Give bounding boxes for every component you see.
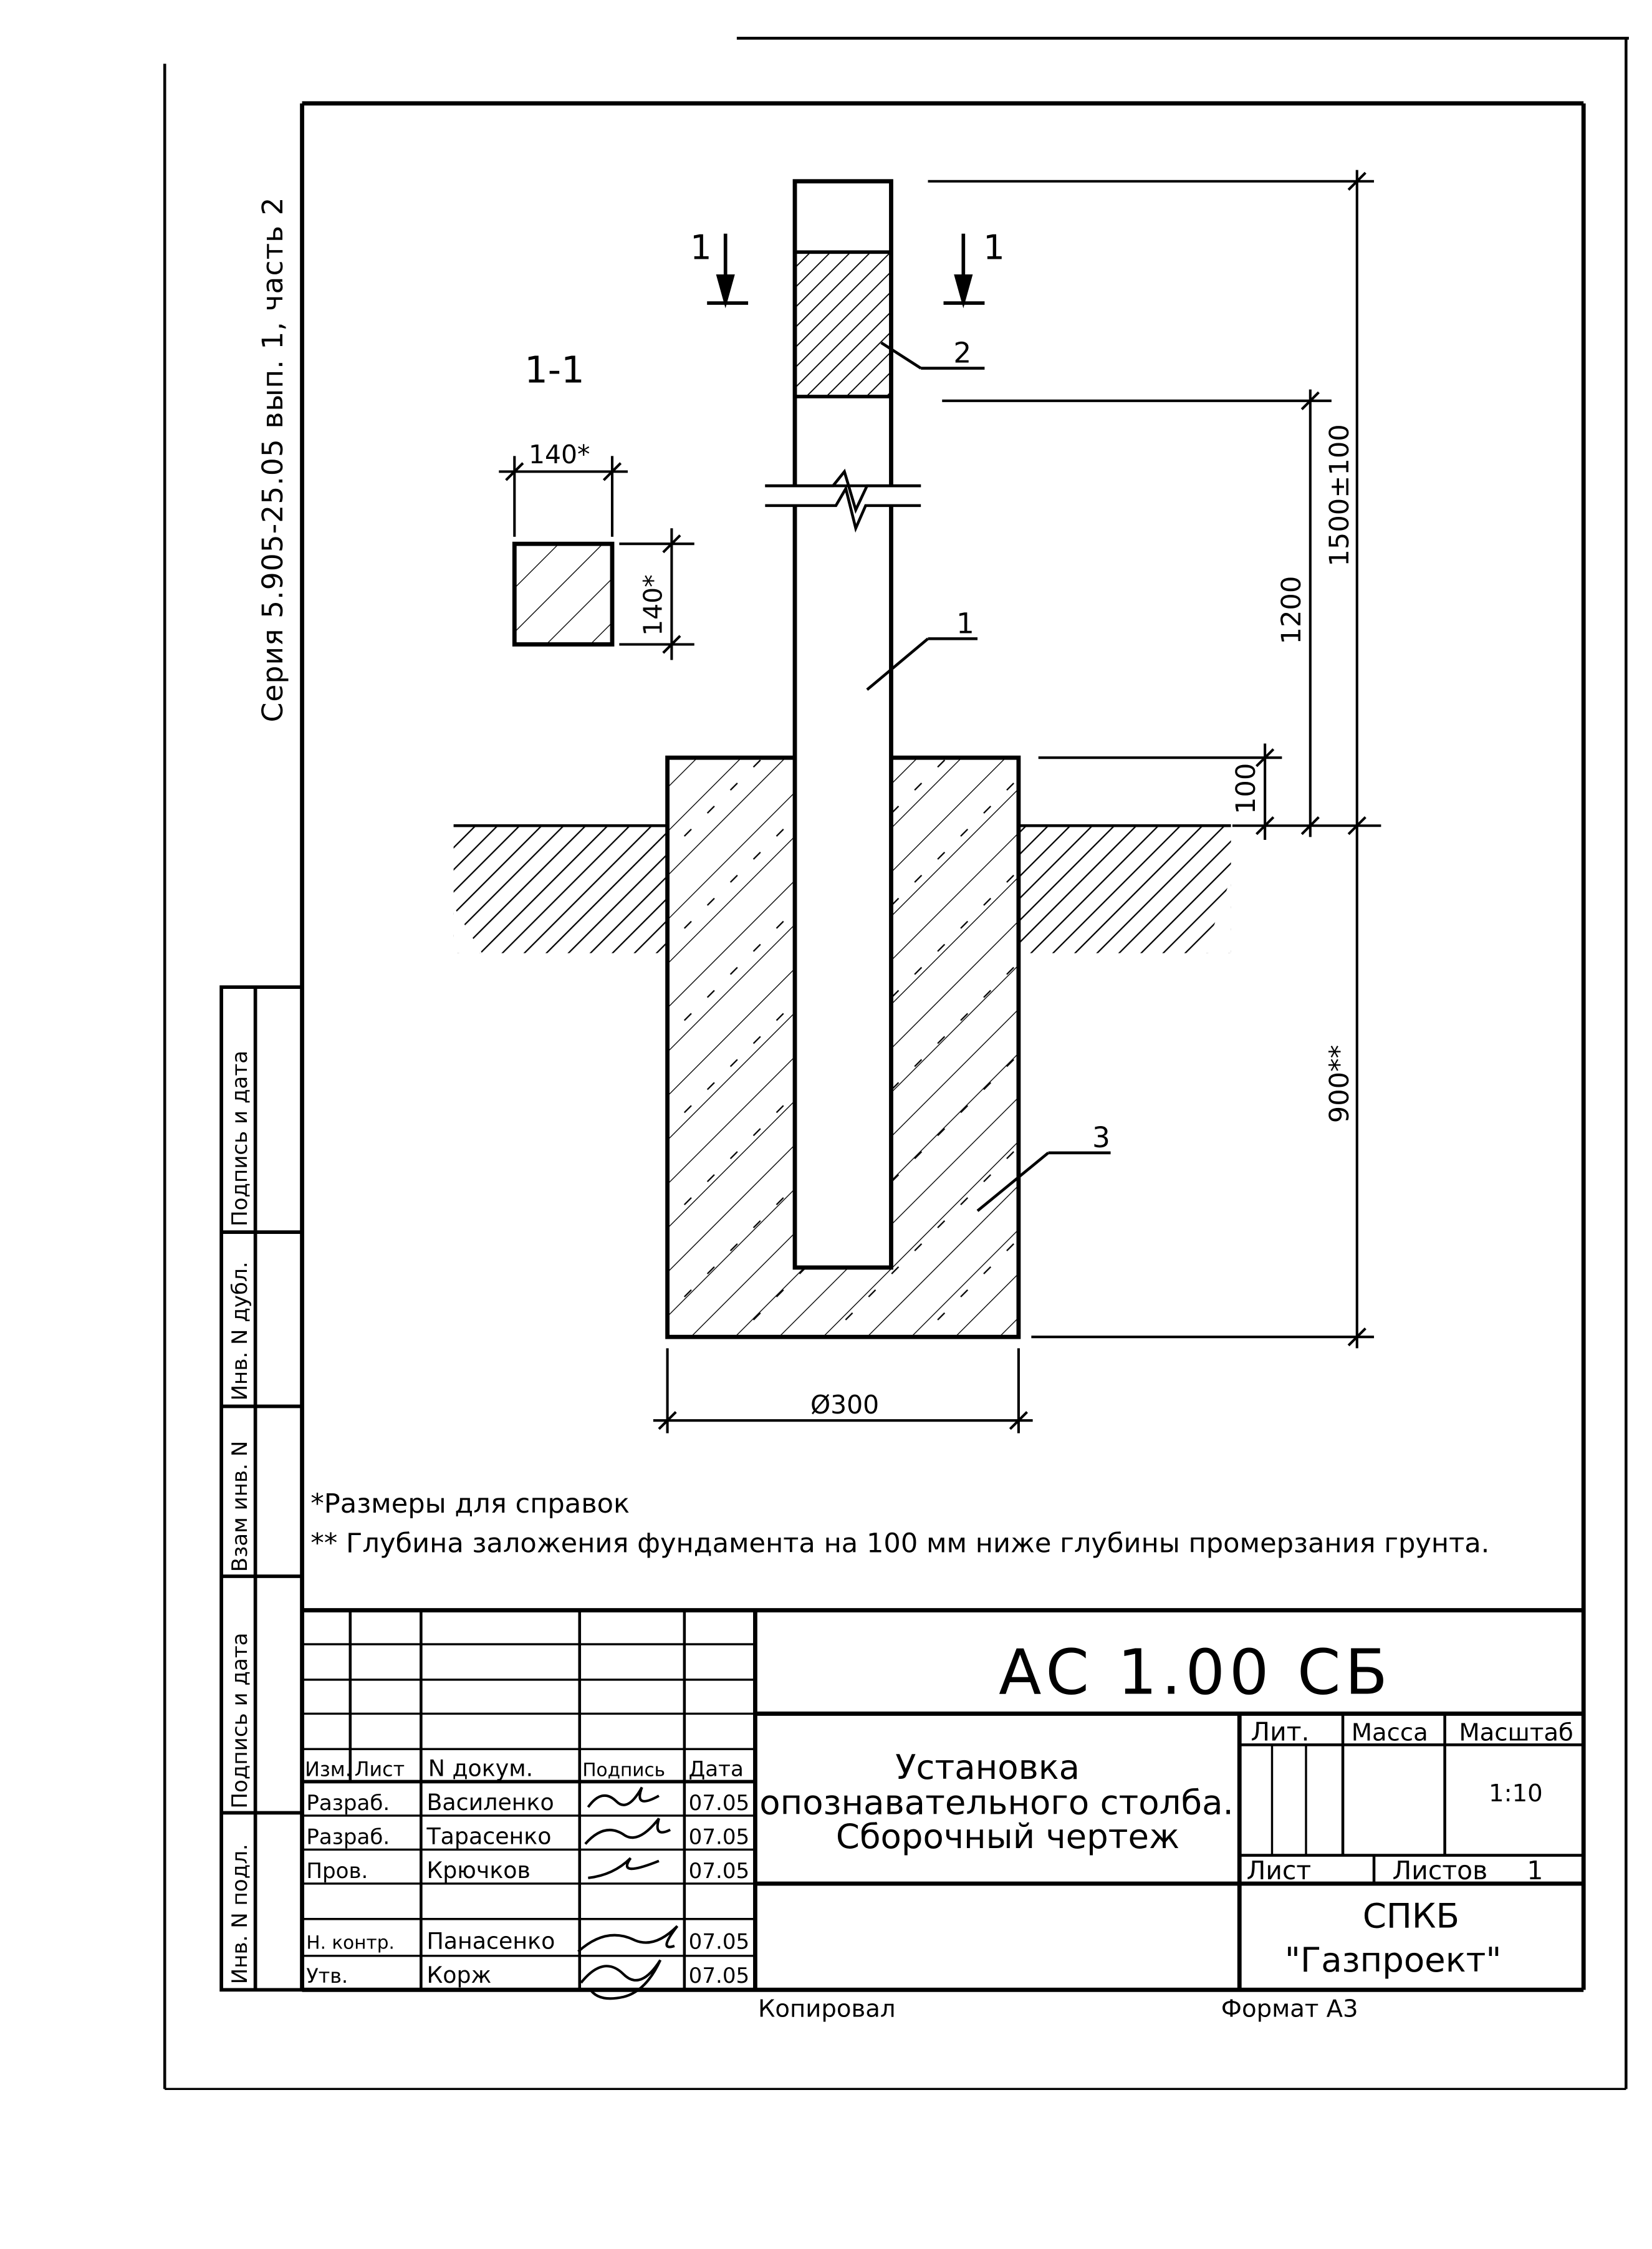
signatory-rows xyxy=(306,1789,749,1988)
stamp-inv-podl: Инв. N подл. xyxy=(227,1844,252,1985)
row-date: 07.05 xyxy=(688,1790,750,1816)
sheets-value: 1 xyxy=(1527,1856,1544,1886)
sheet-label: Лист xyxy=(1246,1856,1312,1886)
row-role: Пров. xyxy=(306,1858,368,1884)
stamp-inv-dubl: Инв. N дубл. xyxy=(227,1261,252,1401)
scale-label: Масштаб xyxy=(1459,1718,1573,1747)
series-label: Серия 5.905-25.05 вып. 1, часть 2 xyxy=(256,196,289,723)
lit-label: Лит. xyxy=(1251,1717,1310,1747)
row-date: 07.05 xyxy=(688,1858,750,1884)
cut-mark-left-label: 1 xyxy=(689,227,712,267)
row-role: Н. контр. xyxy=(306,1932,395,1953)
header-data: Дата xyxy=(688,1756,744,1782)
dim-100: 100 xyxy=(1231,763,1262,815)
stamp-podpis-data-lower: Подпись и дата xyxy=(227,1632,252,1809)
header-list: Лист xyxy=(354,1758,405,1781)
dim-1200: 1200 xyxy=(1275,575,1307,645)
org-line2: "Газпроект" xyxy=(1284,1939,1502,1980)
cut-mark-right-label: 1 xyxy=(983,227,1005,267)
stamp-podpis-data-upper: Подпись и дата xyxy=(227,1050,252,1227)
note-reference-sizes: *Размеры для справок xyxy=(310,1488,630,1519)
section-square xyxy=(514,544,612,644)
org-line1: СПКБ xyxy=(1362,1895,1459,1936)
drawing-name-line2: опознавательного столба. xyxy=(759,1782,1234,1823)
dim-1500: 1500±100 xyxy=(1324,424,1356,567)
header-izm: Изм. xyxy=(305,1758,352,1781)
row-role: Утв. xyxy=(306,1964,348,1988)
drawing-name-line3: Сборочный чертеж xyxy=(835,1816,1180,1857)
header-ndoc: N докум. xyxy=(428,1755,534,1782)
scale-value: 1:10 xyxy=(1489,1779,1543,1808)
sheets-label: Листов xyxy=(1392,1856,1488,1886)
callout-post-label: 1 xyxy=(956,607,974,640)
row-date: 07.05 xyxy=(688,1824,750,1850)
row-name: Василенко xyxy=(426,1788,554,1816)
footer-copied: Копировал xyxy=(757,1995,896,2023)
header-podpis: Подпись xyxy=(582,1759,666,1781)
row-role: Разраб. xyxy=(306,1824,390,1850)
handwritten-signatures xyxy=(579,1788,678,1999)
dim-diameter: Ø300 xyxy=(810,1389,880,1420)
footer-format: Формат А3 xyxy=(1221,1995,1358,2023)
dim-900: 900** xyxy=(1324,1044,1356,1124)
callout-foundation-label: 3 xyxy=(1092,1120,1110,1154)
row-role: Разраб. xyxy=(306,1790,390,1816)
mass-label: Масса xyxy=(1351,1718,1428,1747)
section-title: 1-1 xyxy=(524,348,585,392)
row-date: 07.05 xyxy=(688,1929,750,1955)
callout-band-label: 2 xyxy=(953,336,972,370)
row-name: Панасенко xyxy=(426,1927,555,1955)
section-height-dim: 140* xyxy=(638,574,668,636)
drawing-code: АС 1.00 СБ xyxy=(999,1635,1392,1709)
row-name: Тарасенко xyxy=(426,1823,552,1850)
row-name: Крючков xyxy=(426,1856,531,1884)
stamp-vzam-inv: Взам инв. N xyxy=(227,1440,252,1572)
row-name: Корж xyxy=(426,1961,492,1988)
row-date: 07.05 xyxy=(688,1963,750,1988)
drawing-name-line1: Установка xyxy=(895,1746,1080,1787)
note-foundation-depth: ** Глубина заложения фундамента на 100 мм ниже глубины промерзания грунта. xyxy=(310,1528,1490,1559)
section-width-dim: 140* xyxy=(529,439,590,470)
